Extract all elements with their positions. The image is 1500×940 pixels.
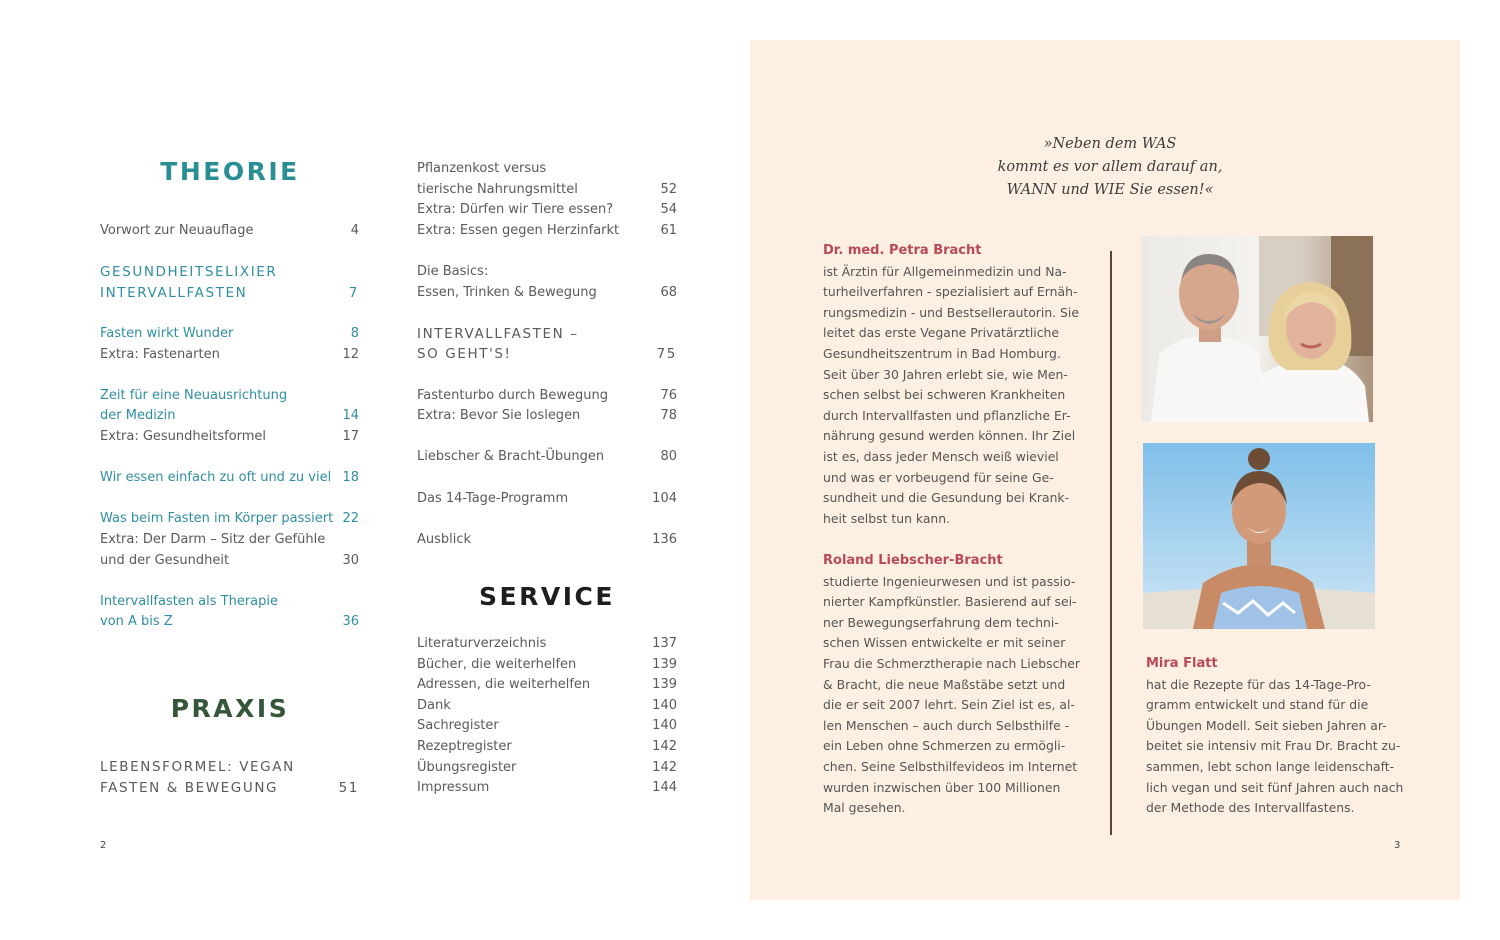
toc-entry-title: Das 14-Tage-Programm: [417, 490, 569, 506]
toc-entry-title: Vorwort zur Neuauflage: [100, 223, 254, 238]
toc-entry[interactable]: [100, 509, 359, 530]
quote-line: kommt es vor allem darauf an,: [997, 159, 1223, 175]
page-number-left: 2: [100, 840, 107, 851]
toc-entry[interactable]: [417, 716, 677, 737]
toc-entry-title: FASTEN & BEWEGUNG: [100, 779, 279, 796]
toc-entry[interactable]: [100, 778, 359, 799]
toc-entry-title: Intervallfasten als Therapie: [100, 593, 279, 609]
toc-entry[interactable]: [417, 324, 677, 345]
bio-text-line: & Bracht, die neue Maßstäbe setzt und: [823, 676, 1066, 692]
toc-praxis-continued-list: [417, 159, 677, 550]
toc-entry[interactable]: [417, 447, 677, 468]
toc-entry-title: SO GEHT'S!: [417, 346, 512, 363]
toc-entry-page: 75: [656, 346, 677, 363]
toc-entry-page: 142: [652, 759, 677, 775]
bio-text-line: heit selbst tun kann.: [823, 510, 951, 526]
toc-entry-title: INTERVALLFASTEN: [100, 284, 248, 301]
bio-text-line: Übungen Modell. Seit sieben Jahren ar-: [1146, 717, 1387, 733]
service-heading: SERVICE: [479, 582, 615, 611]
toc-entry[interactable]: [417, 737, 677, 758]
bio-text-line: nährung gesund werden können. Ihr Ziel: [823, 428, 1076, 444]
toc-entry-page: 139: [652, 677, 677, 693]
toc-entry-title: Adressen, die weiterhelfen: [417, 677, 591, 693]
toc-entry-title: Extra: Der Darm – Sitz der Gefühle: [100, 531, 326, 547]
bio-text-line: schen Wissen entwickelte er mit seiner: [823, 635, 1066, 651]
bio-text-line: ist Ärztin für Allgemeinmedizin und Na-: [823, 263, 1067, 279]
toc-entry[interactable]: [417, 344, 677, 365]
toc-spacer: [100, 242, 359, 263]
bio-text-line: Frau die Schmerztherapie nach Liebscher: [823, 655, 1081, 671]
toc-entry-page: 36: [342, 614, 359, 630]
bio-text-line: und was er vorbeugend für seine Ge-: [823, 469, 1054, 485]
bio-text-line: Gesundheitszentrum in Bad Homburg.: [823, 345, 1061, 361]
toc-spacer: [100, 489, 359, 510]
bio-text-line: turheilverfahren - spezialisiert auf Ernäh-: [823, 284, 1078, 300]
bio-author-name: Mira Flatt: [1146, 656, 1218, 671]
toc-entry-page: 17: [342, 428, 359, 444]
toc-entry[interactable]: [100, 386, 359, 407]
toc-entry-title: Ausblick: [417, 531, 472, 547]
quote-line: WANN und WIE Sie essen!«: [1006, 182, 1214, 198]
bio-text-line: die er seit 2007 lehrt. Sein Ziel ist es, al-: [823, 697, 1075, 713]
toc-entry-page: 4: [350, 223, 359, 238]
toc-entry-title: Extra: Bevor Sie loslegen: [417, 408, 581, 424]
toc-entry-page: 22: [342, 511, 359, 527]
toc-entry[interactable]: [417, 262, 677, 283]
toc-spacer: [100, 571, 359, 592]
toc-spacer: [417, 303, 677, 324]
toc-spacer: [417, 241, 677, 262]
toc-entry-title: Wir essen einfach zu oft und zu viel: [100, 470, 332, 486]
bio-text-line: gramm entwickelt und stand für die: [1146, 697, 1369, 713]
bio-text-line: ein Leben ohne Schmerzen zu ermögli-: [823, 738, 1066, 754]
toc-entry-title: GESUNDHEITSELIXIER: [100, 264, 278, 281]
toc-entry-page: 78: [660, 408, 677, 424]
toc-entry[interactable]: [100, 757, 359, 778]
toc-entry[interactable]: [100, 262, 359, 283]
bio-text-line: lich vegan und seit fünf Jahren auch nach: [1146, 779, 1404, 795]
toc-entry-title: Extra: Gesundheitsformel: [100, 428, 267, 444]
bio-text-line: Seit über 30 Jahren erlebt sie, wie Men-: [823, 366, 1068, 382]
toc-entry-title: Essen, Trinken & Bewegung: [417, 284, 597, 300]
toc-entry[interactable]: [417, 675, 677, 696]
right-page-authors: [750, 40, 1460, 900]
toc-entry-title: LEBENSFORMEL: VEGAN: [100, 759, 295, 775]
toc-entry-title: Dank: [417, 697, 451, 713]
toc-entry[interactable]: [417, 386, 677, 407]
toc-praxis-list: [100, 757, 359, 798]
toc-entry[interactable]: [417, 200, 677, 221]
toc-entry-title: Was beim Fasten im Körper passiert: [100, 511, 334, 527]
theorie-heading: THEORIE: [160, 157, 300, 186]
photo-mira-flatt: [1143, 443, 1375, 629]
bio-text-line: nierter Kampfkünstler. Basierend auf sei-: [823, 594, 1077, 610]
toc-entry[interactable]: [417, 406, 677, 427]
praxis-heading: PRAXIS: [170, 694, 290, 723]
toc-entry[interactable]: [100, 551, 359, 572]
toc-entry-page: 61: [660, 222, 677, 238]
toc-entry-page: 8: [350, 325, 359, 341]
toc-entry-page: 76: [660, 387, 677, 403]
page-number-right: 3: [1394, 840, 1401, 851]
toc-entry-title: tierische Nahrungsmittel: [417, 181, 578, 197]
toc-entry-title: Impressum: [417, 780, 490, 796]
bio-mira-flatt: [1146, 654, 1403, 819]
toc-spacer: [417, 427, 677, 448]
bio-text-line: leitet das erste Vegane Privatärztliche: [823, 325, 1060, 341]
toc-entry[interactable]: [417, 221, 677, 242]
toc-entry-title: Bücher, die weiterhelfen: [417, 656, 577, 672]
toc-entry-title: Extra: Essen gegen Herzinfarkt: [417, 222, 620, 238]
toc-entry-title: Pflanzenkost versus: [417, 161, 547, 176]
toc-entry[interactable]: [100, 612, 359, 633]
toc-entry[interactable]: [100, 427, 359, 448]
toc-entry-title: Rezeptregister: [417, 738, 512, 754]
toc-entry[interactable]: [417, 283, 677, 304]
toc-entry[interactable]: [417, 758, 677, 779]
toc-entry-page: 14: [342, 408, 359, 424]
bio-text-line: hat die Rezepte für das 14-Tage-Pro-: [1146, 676, 1371, 692]
toc-entry-title: Fastenturbo durch Bewegung: [417, 387, 608, 403]
bio-text-line: studierte Ingenieurwesen und ist passio-: [823, 573, 1076, 589]
toc-entry-title: INTERVALLFASTEN –: [417, 325, 579, 342]
toc-spacer: [100, 365, 359, 386]
toc-entry-page: 104: [652, 490, 677, 506]
bio-text-line: Mal gesehen.: [823, 800, 906, 816]
toc-entry[interactable]: [417, 180, 677, 201]
toc-entry-page: 139: [652, 656, 677, 672]
toc-entry-title: Übungsregister: [417, 759, 517, 775]
toc-entry[interactable]: [100, 468, 359, 489]
toc-entry-page: 140: [652, 718, 677, 734]
toc-entry[interactable]: [100, 324, 359, 345]
toc-entry[interactable]: [100, 592, 359, 613]
toc-entry-page: 80: [660, 449, 677, 465]
toc-entry-page: 68: [660, 284, 677, 300]
toc-entry-title: Literaturverzeichnis: [417, 636, 547, 651]
toc-entry-page: 136: [652, 531, 677, 547]
bio-text-line: ist es, dass jeder Mensch weiß wieviel: [823, 448, 1059, 464]
toc-theorie-list: [100, 221, 359, 633]
toc-entry[interactable]: [100, 530, 359, 551]
toc-entry[interactable]: [417, 655, 677, 676]
bio-text-line: schen selbst bei schweren Krankheiten: [823, 387, 1066, 403]
bio-text-line: sundheit und die Gesundung bei Krank-: [823, 490, 1070, 506]
toc-entry[interactable]: [417, 159, 677, 180]
vertical-divider: [1110, 251, 1112, 835]
bio-text-line: chen. Seine Selbsthilfevideos im Internet: [823, 758, 1078, 774]
toc-entry-title: von A bis Z: [100, 614, 173, 630]
bio-text-line: der Methode des Intervallfastens.: [1146, 800, 1355, 816]
toc-entry-title: Sachregister: [417, 718, 499, 734]
toc-entry-title: und der Gesundheit: [100, 552, 230, 568]
toc-entry[interactable]: [417, 489, 677, 510]
toc-entry-title: Extra: Dürfen wir Tiere essen?: [417, 202, 614, 218]
toc-spacer: [417, 509, 677, 530]
toc-spacer: [417, 468, 677, 489]
bio-roland-liebscher-bracht: [823, 551, 1080, 819]
toc-entry-page: 12: [342, 346, 359, 362]
toc-entry-page: 142: [652, 738, 677, 754]
bio-text-line: beitet sie intensiv mit Frau Dr. Bracht zu-: [1146, 738, 1401, 754]
bio-text-line: len Menschen – auch durch Selbsthilfe -: [823, 717, 1070, 733]
toc-entry-title: Die Basics:: [417, 263, 489, 279]
toc-entry-page: 52: [660, 181, 677, 197]
toc-entry-title: Liebscher & Bracht-Übungen: [417, 449, 605, 465]
pull-quote: [950, 133, 1270, 202]
toc-entry[interactable]: [100, 221, 359, 242]
toc-entry[interactable]: [417, 530, 677, 551]
toc-spacer: [100, 303, 359, 324]
toc-entry-title: Fasten wirkt Wunder: [100, 325, 234, 341]
bio-petra-bracht: [823, 241, 1079, 529]
bio-text-line: wurden inzwischen über 100 Millionen: [823, 779, 1061, 795]
toc-entry-title: Zeit für eine Neuausrichtung: [100, 387, 288, 403]
toc-entry[interactable]: [100, 345, 359, 366]
quote-line: »Neben dem WAS: [1043, 136, 1177, 152]
bio-author-name: Dr. med. Petra Bracht: [823, 243, 982, 258]
toc-entry-title: der Medizin: [100, 408, 176, 424]
toc-entry-page: 18: [342, 470, 359, 486]
bio-text-line: ner Bewegungserfahrung dem techni-: [823, 614, 1059, 630]
toc-entry-title: Extra: Fastenarten: [100, 346, 220, 362]
bio-text-line: rungsmedizin - und Bestsellerautorin. Sie: [823, 304, 1079, 320]
toc-entry-page: 137: [652, 636, 677, 651]
toc-spacer: [417, 365, 677, 386]
bio-author-name: Roland Liebscher-Bracht: [823, 553, 1003, 568]
toc-entry[interactable]: [100, 406, 359, 427]
toc-service-list: [417, 634, 677, 799]
toc-entry-page: 30: [342, 552, 359, 568]
photo-petra-roland: [1141, 236, 1373, 422]
toc-spacer: [100, 448, 359, 469]
bio-text-line: durch Intervallfasten und pflanzliche Er-: [823, 407, 1071, 423]
toc-entry[interactable]: [417, 634, 677, 655]
bio-text-line: sammen, lebt schon lange leidenschaft-: [1146, 758, 1395, 774]
toc-entry[interactable]: [100, 283, 359, 304]
toc-entry-page: 144: [652, 780, 677, 796]
toc-entry[interactable]: [417, 696, 677, 717]
toc-entry-page: 140: [652, 697, 677, 713]
toc-entry-page: 7: [348, 284, 359, 301]
toc-entry[interactable]: [417, 778, 677, 799]
toc-entry-page: 51: [338, 779, 359, 796]
toc-entry-page: 54: [660, 202, 677, 218]
